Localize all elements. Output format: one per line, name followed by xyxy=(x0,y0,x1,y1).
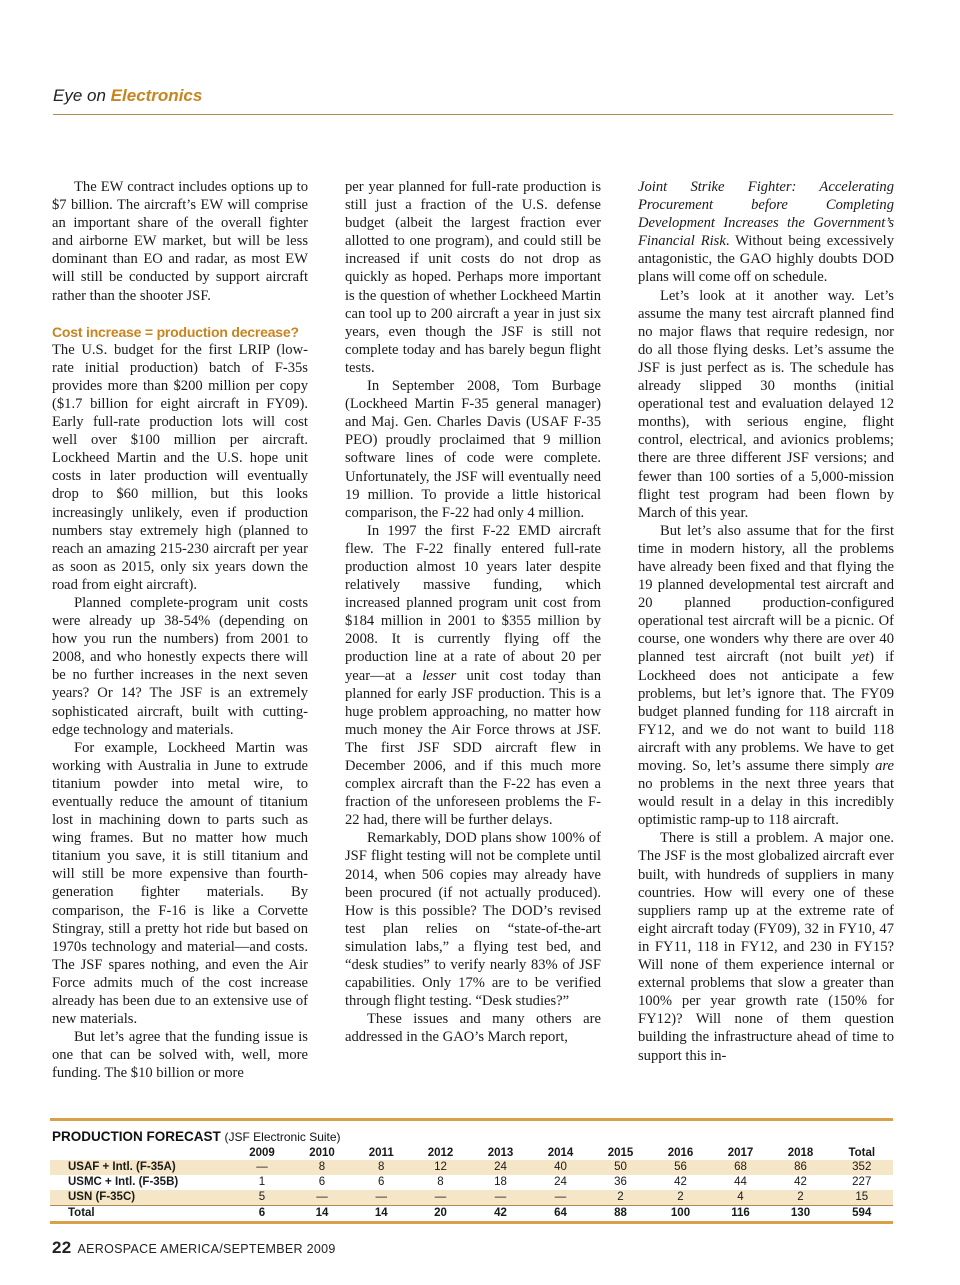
table-cell: 8 xyxy=(378,1161,385,1173)
table-bottom-rule xyxy=(50,1221,893,1224)
page-footer xyxy=(52,1238,336,1258)
header-prefix: Eye on xyxy=(53,86,106,105)
row-total: 15 xyxy=(855,1191,869,1203)
row-label: USMC + Intl. (F-35B) xyxy=(68,1176,179,1188)
year-header: 2014 xyxy=(547,1147,574,1159)
table-cell: 42 xyxy=(674,1176,687,1188)
total-header: Total xyxy=(848,1147,876,1159)
table-top-rule xyxy=(50,1118,893,1121)
header-rule xyxy=(53,114,893,115)
forecast-grid xyxy=(50,1146,893,1221)
table-cell: 8 xyxy=(318,1161,326,1173)
table-row xyxy=(50,1175,893,1190)
table-cell: 88 xyxy=(591,1206,651,1222)
table-cell: 24 xyxy=(554,1176,567,1188)
table-cell: 64 xyxy=(531,1206,591,1222)
table-cell: 42 xyxy=(471,1206,531,1222)
table-cell: 50 xyxy=(614,1161,627,1173)
table-cell: — xyxy=(434,1191,447,1203)
table-cell: 6 xyxy=(378,1176,385,1188)
table-cell: 24 xyxy=(494,1161,507,1173)
section-header xyxy=(53,86,202,106)
table-cell: — xyxy=(375,1191,387,1203)
text-run: unit cost today than planned for early JSF production. This is a huge problem approaching, no matter how much money the Air Force throws at JSF. The first JSF SDD aircraft flew in December 2006, and if this much more complex aircraft than the F-22 has even a fraction of the unforeseen problems the F-22 had, there will be further delays. xyxy=(345,667,601,829)
header-section: Electronics xyxy=(110,86,203,105)
table-cell: 14 xyxy=(352,1206,411,1222)
paragraph: But let’s agree that the funding issue is one that can be solved with, well, more funding. The $10 billion or more xyxy=(52,1029,308,1082)
table-cell: 6 xyxy=(232,1206,292,1222)
paragraph: For example, Lockheed Martin was working with Australia in June to extrude titanium powder into metal wire, to eventually reduce the amount of titanium lost in machining down to parts such as wing frames. But no matter how much titanium you save, it is still titanium and will still be more expensive than fourth-generation fighter materials. By comparison, the F-16 is like a Corvette Stingray, still a pretty hot ride but based on 1970s technology and material—and costs. The JSF spares nothing, and even the Air Force admits much of the cost increase already has been due to an extensive use of new materials. xyxy=(52,739,308,1028)
row-total: 352 xyxy=(852,1161,872,1173)
emphasis: lesser xyxy=(422,667,457,684)
emphasis: yet xyxy=(852,649,870,666)
year-header: 2015 xyxy=(607,1147,634,1159)
table-cell: 8 xyxy=(437,1176,444,1188)
subheading: Cost increase = production decrease? xyxy=(52,323,299,340)
table-cell: 18 xyxy=(494,1176,507,1188)
year-header: 2012 xyxy=(427,1147,454,1159)
table-cell: 130 xyxy=(771,1206,831,1222)
paragraph xyxy=(638,178,894,287)
paragraph: These issues and many others are addressed in the GAO’s March report, xyxy=(345,1011,601,1046)
table-total-row xyxy=(50,1206,893,1222)
table-cell: 14 xyxy=(292,1206,352,1222)
table-cell: 5 xyxy=(258,1191,266,1203)
year-header: 2010 xyxy=(309,1147,335,1159)
table-row xyxy=(50,1190,893,1206)
paragraph: Planned complete-program unit costs were already up 38-54% (depending on how you run the numbers) from 2001 to 2008, and who honestly expects there will be no further increases in the next seven years? Or 14? The JSF is an extremely sophisticated aircraft, built with cutting-edge technology and materials. xyxy=(52,594,308,738)
table-cell: 44 xyxy=(734,1176,747,1188)
row-label: USAF + Intl. (F-35A) xyxy=(68,1161,176,1173)
text-run: But let’s also assume that for the first time in modern history, all the problems have already been fixed and that flying the 19 planned developmental test aircraft and 20 planned production-configured operational test aircraft will be a picnic. Of course, one wonders why there are over 40 planned test aircraft (not built xyxy=(638,522,894,666)
table-header-row xyxy=(50,1146,893,1160)
table-cell: 42 xyxy=(794,1176,807,1188)
report-title: Joint Strike Fighter: Accelerating Procurement before Completing Development Increases the Government’s Financial Risk xyxy=(638,179,894,250)
table-cell: 4 xyxy=(737,1191,744,1203)
table-cell: 56 xyxy=(674,1161,687,1173)
row-label: USN (F-35C) xyxy=(68,1191,136,1203)
table-subtitle: (JSF Electronic Suite) xyxy=(224,1130,341,1144)
year-header: 2017 xyxy=(727,1147,754,1159)
text-run: . Without being excessively antagonistic, the GAO highly doubts DOD plans will come off on schedule. xyxy=(638,233,894,286)
emphasis: are xyxy=(875,758,894,774)
year-header: 2009 xyxy=(249,1147,275,1159)
table-cell: 2 xyxy=(797,1191,804,1203)
table-cell: — xyxy=(256,1161,268,1173)
table-cell: 36 xyxy=(614,1176,627,1188)
paragraph: The U.S. budget for the first LRIP (low-rate initial production) batch of F-35s provides more than $200 million per copy ($1.7 billion for eight aircraft in FY09). Early full-rate production lots will cost well over $100 million per aircraft. Lockheed Martin and the U.S. hope unit costs in later production will eventually drop to $60 million, but this looks increasingly unlikely, even if production numbers stay extremely high (planned to reach an amazing 215-230 aircraft per year as soon as 2015, only six years down the road from eight aircraft). xyxy=(52,341,308,593)
table-cell: 100 xyxy=(651,1206,711,1222)
text-run: ) if Lockheed does not anticipate a few problems, but let’s ignore that. The FY09 budget planned funding for 118 aircraft in FY12, and we do not want to build 118 aircraft with any problems. We have to get moving. So, let’s assume there simply xyxy=(638,649,894,774)
row-label: Total xyxy=(50,1206,232,1222)
table-cell: 2 xyxy=(617,1191,624,1203)
table-cell: 116 xyxy=(711,1206,771,1222)
paragraph: There is still a problem. A major one. The JSF is the most globalized aircraft ever built, with hundreds of suppliers in many countries. How will every one of these suppliers ramp up at the extreme rate of eight aircraft today (FY09), 32 in FY10, 47 in FY11, 118 in FY12, and 230 in FY15? Will none of them experience internal or external problems that slow a greater than 100% per year growth rate (150% for FY12)? Will none of them question building the infrastructure ahead of time to support this in- xyxy=(638,830,894,1064)
article-column-3 xyxy=(638,178,894,1065)
table-cell: — xyxy=(554,1191,567,1203)
page-number: 22 xyxy=(52,1238,72,1257)
row-total: 594 xyxy=(831,1206,894,1222)
article-column-2 xyxy=(345,178,601,1047)
table-cell: 12 xyxy=(434,1161,447,1173)
year-header: 2018 xyxy=(787,1147,814,1159)
table-cell: 68 xyxy=(734,1161,747,1173)
year-header: 2011 xyxy=(368,1147,394,1159)
text-run: In 1997 the first F-22 EMD aircraft flew. The F-22 finally entered full-rate production almost 10 years later despite relatively massive funding, which increased planned program unit cost from $184 million in 2001 to $355 million by 2008. It is currently flying off the production line at a rate of about 20 per year—at a xyxy=(345,522,601,684)
paragraph: per year planned for full-rate production is still just a fraction of the U.S. defense budget (albeit the largest fraction ever allotted to one program), and could still be increased if unit costs do not drop as quickly as hoped. Perhaps more important is the question of whether Lockheed Martin can tool up to 200 aircraft a year in just six years, even though the JSF is still not complete today and has barely begun flight tests. xyxy=(345,179,601,376)
paragraph: Let’s look at it another way. Let’s assume the many test aircraft planned find no major flaws that require redesign, nor do all those flying desks. Let’s assume the JSF is just perfect as is. The schedule has already slipped 30 months (initial operational test and evaluation delayed 12 months), with serious engine, flight control, electrical, and avionics problems; there are three different JSF versions; and fewer than 100 sorties of a 5,000-mission flight test program had been flown by March of this year. xyxy=(638,287,894,521)
table-cell: 86 xyxy=(794,1161,807,1173)
production-forecast-table xyxy=(50,1118,893,1224)
table-cell: — xyxy=(316,1191,328,1203)
article-column-1 xyxy=(52,178,308,1083)
paragraph: Remarkably, DOD plans show 100% of JSF flight testing will not be complete until 2014, when 506 copies may already have been procured (if not actually produced). How is this possible? The DOD’s revised test plan relies on “state-of-the-art simulation labs,” a flying test bed, and “desk studies” to verify nearly 83% of JSF capabilities. Only 17% are to be verified through flight testing. “Desk studies?” xyxy=(345,830,601,1010)
table-title-main: PRODUCTION FORECAST xyxy=(52,1129,221,1144)
table-cell: 6 xyxy=(318,1176,326,1188)
row-total: 227 xyxy=(852,1176,872,1188)
year-header: 2016 xyxy=(667,1147,694,1159)
table-cell: — xyxy=(494,1191,507,1203)
publication-line: AEROSPACE AMERICA/SEPTEMBER 2009 xyxy=(77,1242,336,1256)
header-cell-blank xyxy=(50,1146,232,1160)
table-cell: 40 xyxy=(554,1161,567,1173)
year-header: 2013 xyxy=(487,1147,514,1159)
table-cell: 20 xyxy=(411,1206,471,1222)
text-run: no problems in the next three years that would result in a delay in this incredibly optimistic ramp-up to 118 aircraft. xyxy=(638,776,894,829)
table-cell: 1 xyxy=(258,1176,266,1188)
paragraph xyxy=(345,522,601,830)
table-cell: 2 xyxy=(677,1191,684,1203)
paragraph xyxy=(638,522,894,830)
table-row xyxy=(50,1160,893,1175)
table-title xyxy=(50,1128,893,1146)
paragraph: In September 2008, Tom Burbage (Lockheed Martin F-35 general manager) and Maj. Gen. Charles Davis (USAF F-35 PEO) proudly proclaimed that 9 million software lines of code were complete. Unfortunately, the JSF will eventually need 19 million. To provide a little historical comparison, the F-22 had only 4 million. xyxy=(345,378,601,521)
paragraph: The EW contract includes options up to $7 billion. The aircraft’s EW will comprise an important share of the overall fighter and airborne EW market, but will be less dominant than EO and radar, as most EW will still be conducted by support aircraft rather than the shooter JSF. xyxy=(52,179,308,304)
